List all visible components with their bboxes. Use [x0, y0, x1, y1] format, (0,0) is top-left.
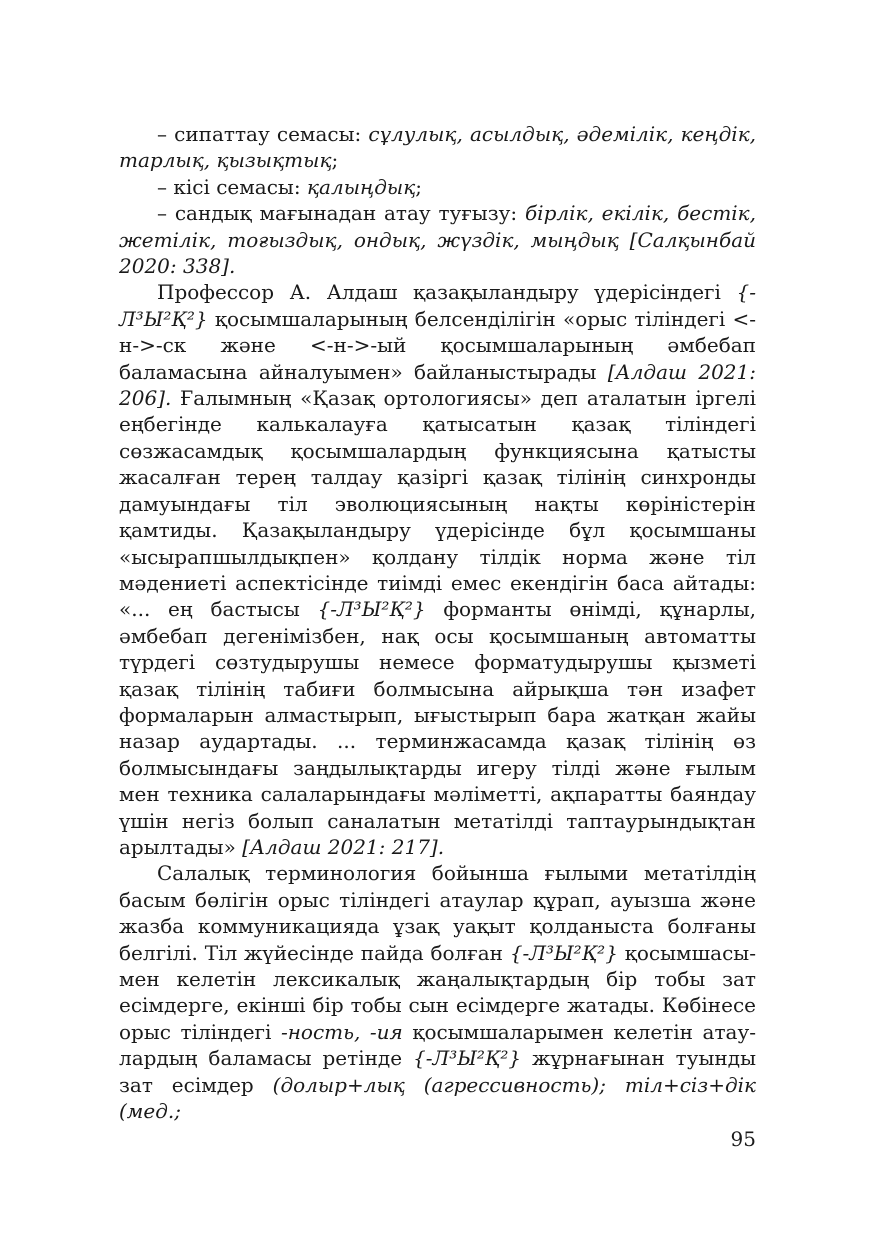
italic-text: [Алдаш 2021: 217]. [242, 834, 445, 859]
page-number: 95 [730, 1127, 756, 1151]
italic-text: -ность, -ия [280, 1019, 403, 1044]
italic-text: (долыр+лық (агрессивность); тіл+сіз+дік (мед.; [119, 1072, 756, 1124]
italic-text: {-Л³Ы²Қ²} [119, 280, 756, 331]
body-text [119, 121, 756, 1124]
italic-text: [Алдаш 2021: 206]. [119, 359, 756, 411]
paragraph [119, 860, 756, 1124]
text-run: қосымшасымен келетін лексикалық жаңалықтардың бір тобы зат есімдерге, екінші бір тобы сын есімдерге жатады. Көбінесе орыс тіліндегі [119, 940, 756, 1044]
text-run: ; [415, 174, 423, 199]
text-run: Ғалымның «Қазақ ортологиясы» деп аталатын іргелі еңбегінде калькалауға қатысатын қазақ тіліндегі сөзжасамдық қосымшалардың функциясына қатысты жасалған терең талдау қазіргі қазақ тілінің синхронды дамуындағы тіл эволюциясының нақты көріністерін қамтиды. Қазақыландыру үдерісінде бұл қосымшаны «ысырапшылдықпен» қолдану тілдік норма және тіл мәдениеті аспектісінде тиімді емес екендігін баса айтады: «... ең бастысы [119, 386, 756, 622]
text-run: қосымшаларымен келетін атаулардың баламасы ретінде [119, 1019, 756, 1071]
italic-text: {-Л³Ы²Қ²} [317, 597, 426, 622]
text-run: ; [331, 148, 339, 173]
paragraph [119, 174, 756, 200]
text-run: форманты өнімді, құнарлы, әмбебап дегенімізбен, нақ осы қосымшаның автоматты түрдегі сөзтудырушы немесе форматудырушы қызметі қазақ тілінің табиғи болмысына айрықша тән изафет формаларын алмастырып, ығыстырып бара жатқан жайы назар аудартады. ... терминжасамда қазақ тілінің өз болмысындағы заңдылықтарды игеру тілді және ғылым мен техника салаларындағы мәліметті, ақпаратты баяндау үшін негіз болып саналатын метатілді таптаурындықтан арылтады» [119, 597, 757, 859]
text-run: Профессор А. Алдаш қазақыландыру үдерісіндегі [157, 280, 737, 305]
paragraph [119, 121, 756, 174]
italic-text: {-Л³Ы²Қ²} [413, 1046, 522, 1071]
text-run: қосымшаларының белсенділігін «орыс тіліндегі <-н->-ск және <-н->-ый қосымшаларының әмбебап баламасына айналуымен» байланыстырады [119, 306, 756, 384]
text-run: – кісі семасы: [157, 174, 307, 199]
text-run: – сандық мағынадан атау туғызу: [157, 201, 525, 226]
text-run: Салалық терминология бойынша ғылыми метатілдің басым бөлігін орыс тіліндегі атаулар құрап, ауызша және жазба коммуникацияда ұзақ уақыт қолданыста болғаны белгілі. Тіл жүйесінде пайда болған [119, 861, 756, 965]
italic-text: қалыңдық [306, 174, 416, 199]
paragraph [119, 279, 756, 860]
italic-text: сұлулық, асылдық, әдемілік, кеңдік, тарлық, қызықтық [119, 122, 756, 173]
italic-text: бірлік, екілік, бестік, жетілік, тоғыздық, ондық, жүздік, мыңдық [Салқынбай 2020: 338]. [119, 201, 756, 279]
text-run: – сипаттау семасы: [157, 122, 369, 146]
paragraph [119, 200, 756, 279]
italic-text: {-Л³Ы²Қ²} [509, 940, 618, 965]
text-run: жұрнағынан туынды зат есімдер [119, 1046, 756, 1097]
